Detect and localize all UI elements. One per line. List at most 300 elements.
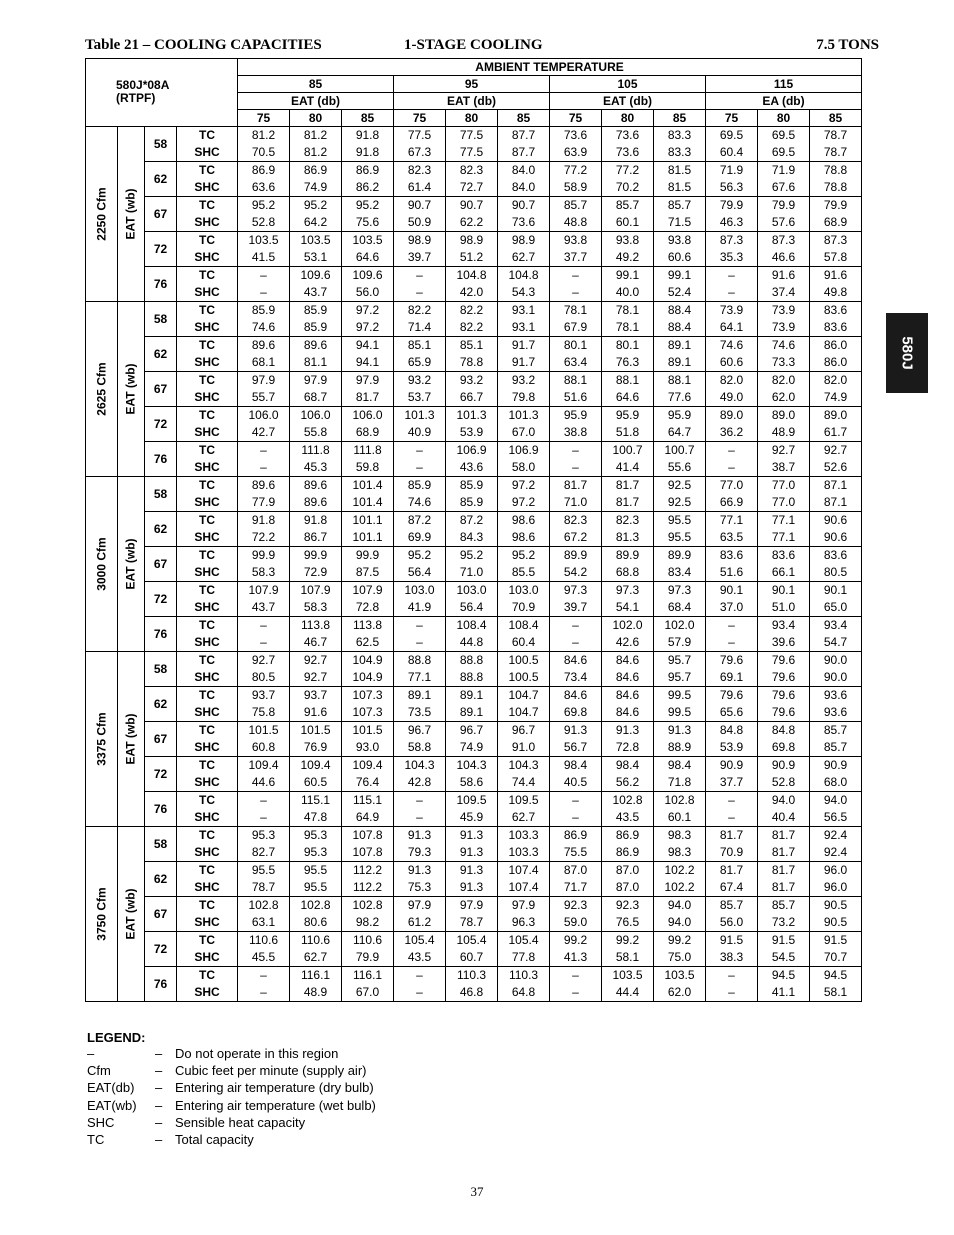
shc-value: 107.4 (498, 879, 550, 897)
shc-value: 71.8 (654, 774, 706, 792)
legend-item (87, 1046, 339, 1063)
ambient-value-header: 115 (706, 76, 862, 93)
shc-value: 93.1 (498, 319, 550, 337)
tc-value: – (238, 267, 290, 285)
shc-label: SHC (177, 704, 238, 722)
table-row (86, 389, 862, 407)
tc-label: TC (177, 197, 238, 215)
shc-value: 69.1 (706, 669, 758, 687)
shc-value: 65.0 (810, 599, 862, 617)
tc-value: 91.3 (602, 722, 654, 740)
table-row (86, 302, 862, 320)
shc-value: 70.7 (810, 949, 862, 967)
shc-value: 73.3 (758, 354, 810, 372)
shc-value: 91.3 (446, 844, 498, 862)
tc-value: 81.7 (706, 827, 758, 845)
tc-value: 94.5 (810, 967, 862, 985)
tc-value: 81.5 (654, 162, 706, 180)
table-row (86, 232, 862, 250)
shc-value: 77.0 (758, 494, 810, 512)
cooling-capacity-table (85, 58, 862, 1002)
shc-value: 56.7 (550, 739, 602, 757)
tc-value: 95.2 (394, 547, 446, 565)
table-row (86, 197, 862, 215)
tc-value: 82.2 (394, 302, 446, 320)
tc-value: 79.9 (810, 197, 862, 215)
shc-value: 93.6 (810, 704, 862, 722)
eat-wb-value: 72 (145, 757, 177, 792)
tc-label: TC (177, 862, 238, 880)
tc-value: 73.6 (602, 127, 654, 145)
tc-value: 110.3 (498, 967, 550, 985)
shc-value: 58.3 (238, 564, 290, 582)
shc-value: 53.9 (706, 739, 758, 757)
tc-value: 95.5 (238, 862, 290, 880)
eat-wb-value: 58 (145, 827, 177, 862)
ambient-value-header: 85 (238, 76, 394, 93)
tc-value: 80.1 (550, 337, 602, 355)
shc-value: 70.5 (238, 144, 290, 162)
tc-value: 95.9 (550, 407, 602, 425)
tc-value: 93.2 (394, 372, 446, 390)
shc-value: 48.9 (758, 424, 810, 442)
tc-value: 81.7 (706, 862, 758, 880)
shc-value: 54.5 (758, 949, 810, 967)
shc-value: 58.9 (550, 179, 602, 197)
shc-value: 43.5 (394, 949, 446, 967)
table-row (86, 407, 862, 425)
tc-value: 84.6 (602, 652, 654, 670)
shc-value: 61.7 (810, 424, 862, 442)
shc-value: 80.6 (290, 914, 342, 932)
tc-value: 91.5 (758, 932, 810, 950)
shc-label: SHC (177, 774, 238, 792)
shc-value: 104.9 (342, 669, 394, 687)
tc-value: 95.9 (654, 407, 706, 425)
shc-value: 51.6 (550, 389, 602, 407)
shc-value: 58.0 (498, 459, 550, 477)
legend-definition: Sensible heat capacity (175, 1114, 306, 1130)
tc-value: 103.5 (290, 232, 342, 250)
tc-value: 88.4 (654, 302, 706, 320)
tc-value: 77.0 (706, 477, 758, 495)
eat-wb-value: 62 (145, 162, 177, 197)
shc-label: SHC (177, 844, 238, 862)
shc-value: 81.5 (654, 179, 706, 197)
eat-wb-value: 67 (145, 547, 177, 582)
shc-value: 87.7 (498, 144, 550, 162)
shc-value: 37.7 (550, 249, 602, 267)
shc-value: 55.7 (238, 389, 290, 407)
tc-value: 100.7 (654, 442, 706, 460)
shc-value: 62.5 (342, 634, 394, 652)
shc-value: – (238, 284, 290, 302)
tc-value: 103.0 (446, 582, 498, 600)
shc-value: 44.6 (238, 774, 290, 792)
eat-db-value-header: 80 (758, 110, 810, 127)
shc-value: 54.1 (602, 599, 654, 617)
tc-value: 92.5 (654, 477, 706, 495)
cfm-label (86, 127, 118, 302)
tc-value: 89.1 (654, 337, 706, 355)
tc-value: 99.1 (654, 267, 706, 285)
table-row (86, 687, 862, 705)
shc-value: 47.8 (290, 809, 342, 827)
tc-value: 79.6 (758, 687, 810, 705)
shc-value: 40.5 (550, 774, 602, 792)
tc-value: 94.0 (758, 792, 810, 810)
shc-value: 90.5 (810, 914, 862, 932)
tc-value: 103.5 (238, 232, 290, 250)
tc-value: 78.8 (810, 162, 862, 180)
eat-db-value-header: 80 (290, 110, 342, 127)
shc-value: 93.0 (342, 739, 394, 757)
tc-value: 93.8 (602, 232, 654, 250)
tc-value: 100.5 (498, 652, 550, 670)
shc-value: 51.2 (446, 249, 498, 267)
tc-value: 103.5 (342, 232, 394, 250)
shc-value: – (238, 459, 290, 477)
tc-label: TC (177, 232, 238, 250)
tc-value: – (706, 442, 758, 460)
tc-value: 91.8 (238, 512, 290, 530)
tc-value: 93.4 (758, 617, 810, 635)
shc-value: 66.1 (758, 564, 810, 582)
tc-value: 85.9 (290, 302, 342, 320)
shc-label: SHC (177, 634, 238, 652)
shc-value: 57.6 (758, 214, 810, 232)
shc-label: SHC (177, 949, 238, 967)
shc-value: 38.7 (758, 459, 810, 477)
shc-value: 69.9 (394, 529, 446, 547)
shc-value: 62.2 (446, 214, 498, 232)
legend-item (87, 1114, 306, 1132)
shc-value: 41.4 (602, 459, 654, 477)
tc-value: 85.7 (550, 197, 602, 215)
shc-value: 58.6 (446, 774, 498, 792)
cfm-label-text: 2250 Cfm (94, 187, 108, 241)
shc-value: 53.7 (394, 389, 446, 407)
shc-value: 68.9 (810, 214, 862, 232)
shc-value: 72.8 (602, 739, 654, 757)
shc-value: 56.0 (706, 914, 758, 932)
eat-wb-label (118, 652, 145, 827)
tc-value: 89.0 (758, 407, 810, 425)
tc-value: 89.9 (654, 547, 706, 565)
tc-value: 92.7 (290, 652, 342, 670)
legend-title: LEGEND: (87, 1030, 146, 1045)
shc-value: 68.9 (342, 424, 394, 442)
tc-value: 97.9 (498, 897, 550, 915)
shc-value: 64.6 (602, 389, 654, 407)
shc-value: 89.6 (290, 494, 342, 512)
tc-value: 83.6 (758, 547, 810, 565)
shc-value: 43.5 (602, 809, 654, 827)
tc-value: 91.3 (394, 827, 446, 845)
tc-value: 107.9 (238, 582, 290, 600)
tc-value: – (238, 617, 290, 635)
shc-value: 63.9 (550, 144, 602, 162)
shc-value: 102.2 (654, 879, 706, 897)
tc-value: 109.5 (446, 792, 498, 810)
shc-value: 66.7 (446, 389, 498, 407)
shc-value: 76.5 (602, 914, 654, 932)
tc-value: 97.3 (602, 582, 654, 600)
table-row (86, 214, 862, 232)
shc-value: 90.0 (810, 669, 862, 687)
tc-value: 87.3 (810, 232, 862, 250)
shc-value: – (706, 984, 758, 1002)
shc-value: 73.6 (602, 144, 654, 162)
tc-value: 88.1 (602, 372, 654, 390)
cfm-label (86, 827, 118, 1002)
tc-value: 106.0 (342, 407, 394, 425)
shc-value: 91.6 (290, 704, 342, 722)
eat-db-value-header: 85 (342, 110, 394, 127)
tc-value: 91.3 (394, 862, 446, 880)
tc-value: 85.9 (394, 477, 446, 495)
eat-db-value-header: 75 (550, 110, 602, 127)
shc-value: 79.6 (758, 669, 810, 687)
eat-wb-value: 76 (145, 442, 177, 477)
shc-value: 66.9 (706, 494, 758, 512)
tc-value: 113.8 (290, 617, 342, 635)
shc-value: 49.8 (810, 284, 862, 302)
shc-value: 63.6 (238, 179, 290, 197)
tc-value: 104.9 (342, 652, 394, 670)
shc-value: 71.5 (654, 214, 706, 232)
legend-definition: Entering air temperature (wet bulb) (175, 1097, 376, 1113)
table-row (86, 844, 862, 862)
shc-value: 85.5 (498, 564, 550, 582)
shc-value: 89.1 (654, 354, 706, 372)
tc-value: 94.0 (654, 897, 706, 915)
shc-value: 86.9 (602, 844, 654, 862)
shc-value: 81.1 (290, 354, 342, 372)
tc-value: 84.6 (550, 687, 602, 705)
tc-value: 105.4 (394, 932, 446, 950)
tc-value: 88.8 (446, 652, 498, 670)
tc-value: 93.6 (810, 687, 862, 705)
table-row (86, 599, 862, 617)
shc-value: 94.1 (342, 354, 394, 372)
cfm-label-text: 3750 Cfm (94, 887, 108, 941)
shc-value: 60.7 (446, 949, 498, 967)
tc-value: 107.3 (342, 687, 394, 705)
shc-value: 92.5 (654, 494, 706, 512)
tc-value: 91.6 (758, 267, 810, 285)
tc-value: 98.4 (550, 757, 602, 775)
tc-value: 104.3 (498, 757, 550, 775)
tc-value: 85.7 (706, 897, 758, 915)
table-row (86, 529, 862, 547)
tc-value: 102.8 (342, 897, 394, 915)
legend-definition: Cubic feet per minute (supply air) (175, 1063, 367, 1079)
shc-value: 107.8 (342, 844, 394, 862)
shc-value: 36.2 (706, 424, 758, 442)
tc-value: 95.2 (342, 197, 394, 215)
shc-value: 83.3 (654, 144, 706, 162)
tc-value: 78.1 (550, 302, 602, 320)
shc-value: 81.7 (758, 844, 810, 862)
shc-value: 64.7 (654, 424, 706, 442)
tc-value: 109.6 (342, 267, 394, 285)
shc-label: SHC (177, 739, 238, 757)
shc-value: 73.2 (758, 914, 810, 932)
shc-value: 62.7 (290, 949, 342, 967)
eat-wb-value: 72 (145, 932, 177, 967)
tc-value: – (550, 442, 602, 460)
tc-value: 106.9 (498, 442, 550, 460)
tc-value: 104.7 (498, 687, 550, 705)
table-row (86, 127, 862, 145)
shc-value: 92.4 (810, 844, 862, 862)
table-row (86, 792, 862, 810)
shc-value: 38.3 (706, 949, 758, 967)
tc-value: 89.6 (290, 337, 342, 355)
tc-value: 82.3 (394, 162, 446, 180)
shc-value: 68.1 (238, 354, 290, 372)
model-header-cell (86, 59, 238, 127)
tc-value: 86.9 (290, 162, 342, 180)
shc-value: 79.9 (342, 949, 394, 967)
shc-value: 58.3 (290, 599, 342, 617)
tc-label: TC (177, 582, 238, 600)
shc-value: 77.8 (498, 949, 550, 967)
shc-value: 78.8 (446, 354, 498, 372)
tc-value: – (394, 267, 446, 285)
tc-value: 98.9 (446, 232, 498, 250)
tc-value: 91.5 (810, 932, 862, 950)
tc-value: 90.5 (810, 897, 862, 915)
tc-value: 85.7 (602, 197, 654, 215)
shc-value: 35.3 (706, 249, 758, 267)
shc-value: – (394, 984, 446, 1002)
tc-value: 92.3 (550, 897, 602, 915)
shc-label: SHC (177, 669, 238, 687)
shc-value: 67.6 (758, 179, 810, 197)
tc-value: 93.7 (238, 687, 290, 705)
shc-value: 39.6 (758, 634, 810, 652)
shc-value: 62.0 (654, 984, 706, 1002)
shc-value: 79.8 (498, 389, 550, 407)
shc-value: 75.6 (342, 214, 394, 232)
shc-value: 91.7 (498, 354, 550, 372)
shc-value: 64.6 (342, 249, 394, 267)
tc-value: 90.7 (394, 197, 446, 215)
ambient-value-header: 95 (394, 76, 550, 93)
tc-value: 85.7 (654, 197, 706, 215)
tc-value: 91.3 (550, 722, 602, 740)
shc-label: SHC (177, 179, 238, 197)
shc-value: 70.2 (602, 179, 654, 197)
eat-db-value-header: 75 (238, 110, 290, 127)
table-row (86, 459, 862, 477)
tc-value: 79.6 (758, 652, 810, 670)
tc-value: 109.6 (290, 267, 342, 285)
eat-db-header: EAT (db) (394, 93, 550, 110)
tc-label: TC (177, 932, 238, 950)
shc-value: 41.5 (238, 249, 290, 267)
table-row (86, 669, 862, 687)
shc-value: 53.9 (446, 424, 498, 442)
shc-value: 71.0 (550, 494, 602, 512)
shc-value: 95.7 (654, 669, 706, 687)
cfm-label-text: 3375 Cfm (94, 712, 108, 766)
shc-value: 75.8 (238, 704, 290, 722)
shc-value: 96.0 (810, 879, 862, 897)
tc-value: 81.7 (758, 862, 810, 880)
tc-value: 86.0 (810, 337, 862, 355)
tc-value: 89.6 (238, 337, 290, 355)
tc-value: 88.1 (550, 372, 602, 390)
eat-wb-label-text: EAT (wb) (123, 538, 138, 590)
tc-value: 89.9 (550, 547, 602, 565)
shc-label: SHC (177, 354, 238, 372)
shc-value: 72.7 (446, 179, 498, 197)
shc-value: 95.3 (290, 844, 342, 862)
shc-value: 88.8 (446, 669, 498, 687)
tc-value: 98.4 (654, 757, 706, 775)
tc-value: – (550, 617, 602, 635)
legend-definition: Total capacity (175, 1131, 254, 1147)
tc-value: 79.9 (758, 197, 810, 215)
eat-wb-value: 67 (145, 897, 177, 932)
tc-value: 96.7 (394, 722, 446, 740)
shc-value: 73.4 (550, 669, 602, 687)
tc-value: 99.2 (550, 932, 602, 950)
tc-value: 85.9 (238, 302, 290, 320)
shc-value: 40.0 (602, 284, 654, 302)
shc-value: 60.5 (290, 774, 342, 792)
shc-value: 64.8 (498, 984, 550, 1002)
tc-value: 77.5 (446, 127, 498, 145)
shc-value: 81.2 (290, 144, 342, 162)
shc-label: SHC (177, 914, 238, 932)
shc-value: 63.1 (238, 914, 290, 932)
shc-label: SHC (177, 599, 238, 617)
tc-value: 95.2 (446, 547, 498, 565)
tc-value: 86.9 (342, 162, 394, 180)
table-row (86, 774, 862, 792)
shc-value: 55.6 (654, 459, 706, 477)
tc-value: 89.0 (810, 407, 862, 425)
tc-value: 93.8 (654, 232, 706, 250)
shc-value: 74.9 (446, 739, 498, 757)
shc-value: 79.3 (394, 844, 446, 862)
tc-value: 97.9 (238, 372, 290, 390)
shc-value: 67.4 (706, 879, 758, 897)
shc-value: 48.9 (290, 984, 342, 1002)
shc-value: 62.7 (498, 249, 550, 267)
header-row (86, 59, 862, 76)
tc-value: 97.3 (654, 582, 706, 600)
shc-value: 107.3 (342, 704, 394, 722)
ambient-value-header: 105 (550, 76, 706, 93)
tc-value: 90.7 (446, 197, 498, 215)
tc-value: 105.4 (446, 932, 498, 950)
tc-value: 97.9 (446, 897, 498, 915)
tc-value: 98.9 (394, 232, 446, 250)
tc-value: 92.7 (810, 442, 862, 460)
table-title (85, 37, 879, 55)
tc-value: 92.4 (810, 827, 862, 845)
table-row (86, 512, 862, 530)
tc-value: 91.8 (290, 512, 342, 530)
shc-value: 82.2 (446, 319, 498, 337)
shc-value: 92.7 (290, 669, 342, 687)
shc-value: 89.1 (446, 704, 498, 722)
